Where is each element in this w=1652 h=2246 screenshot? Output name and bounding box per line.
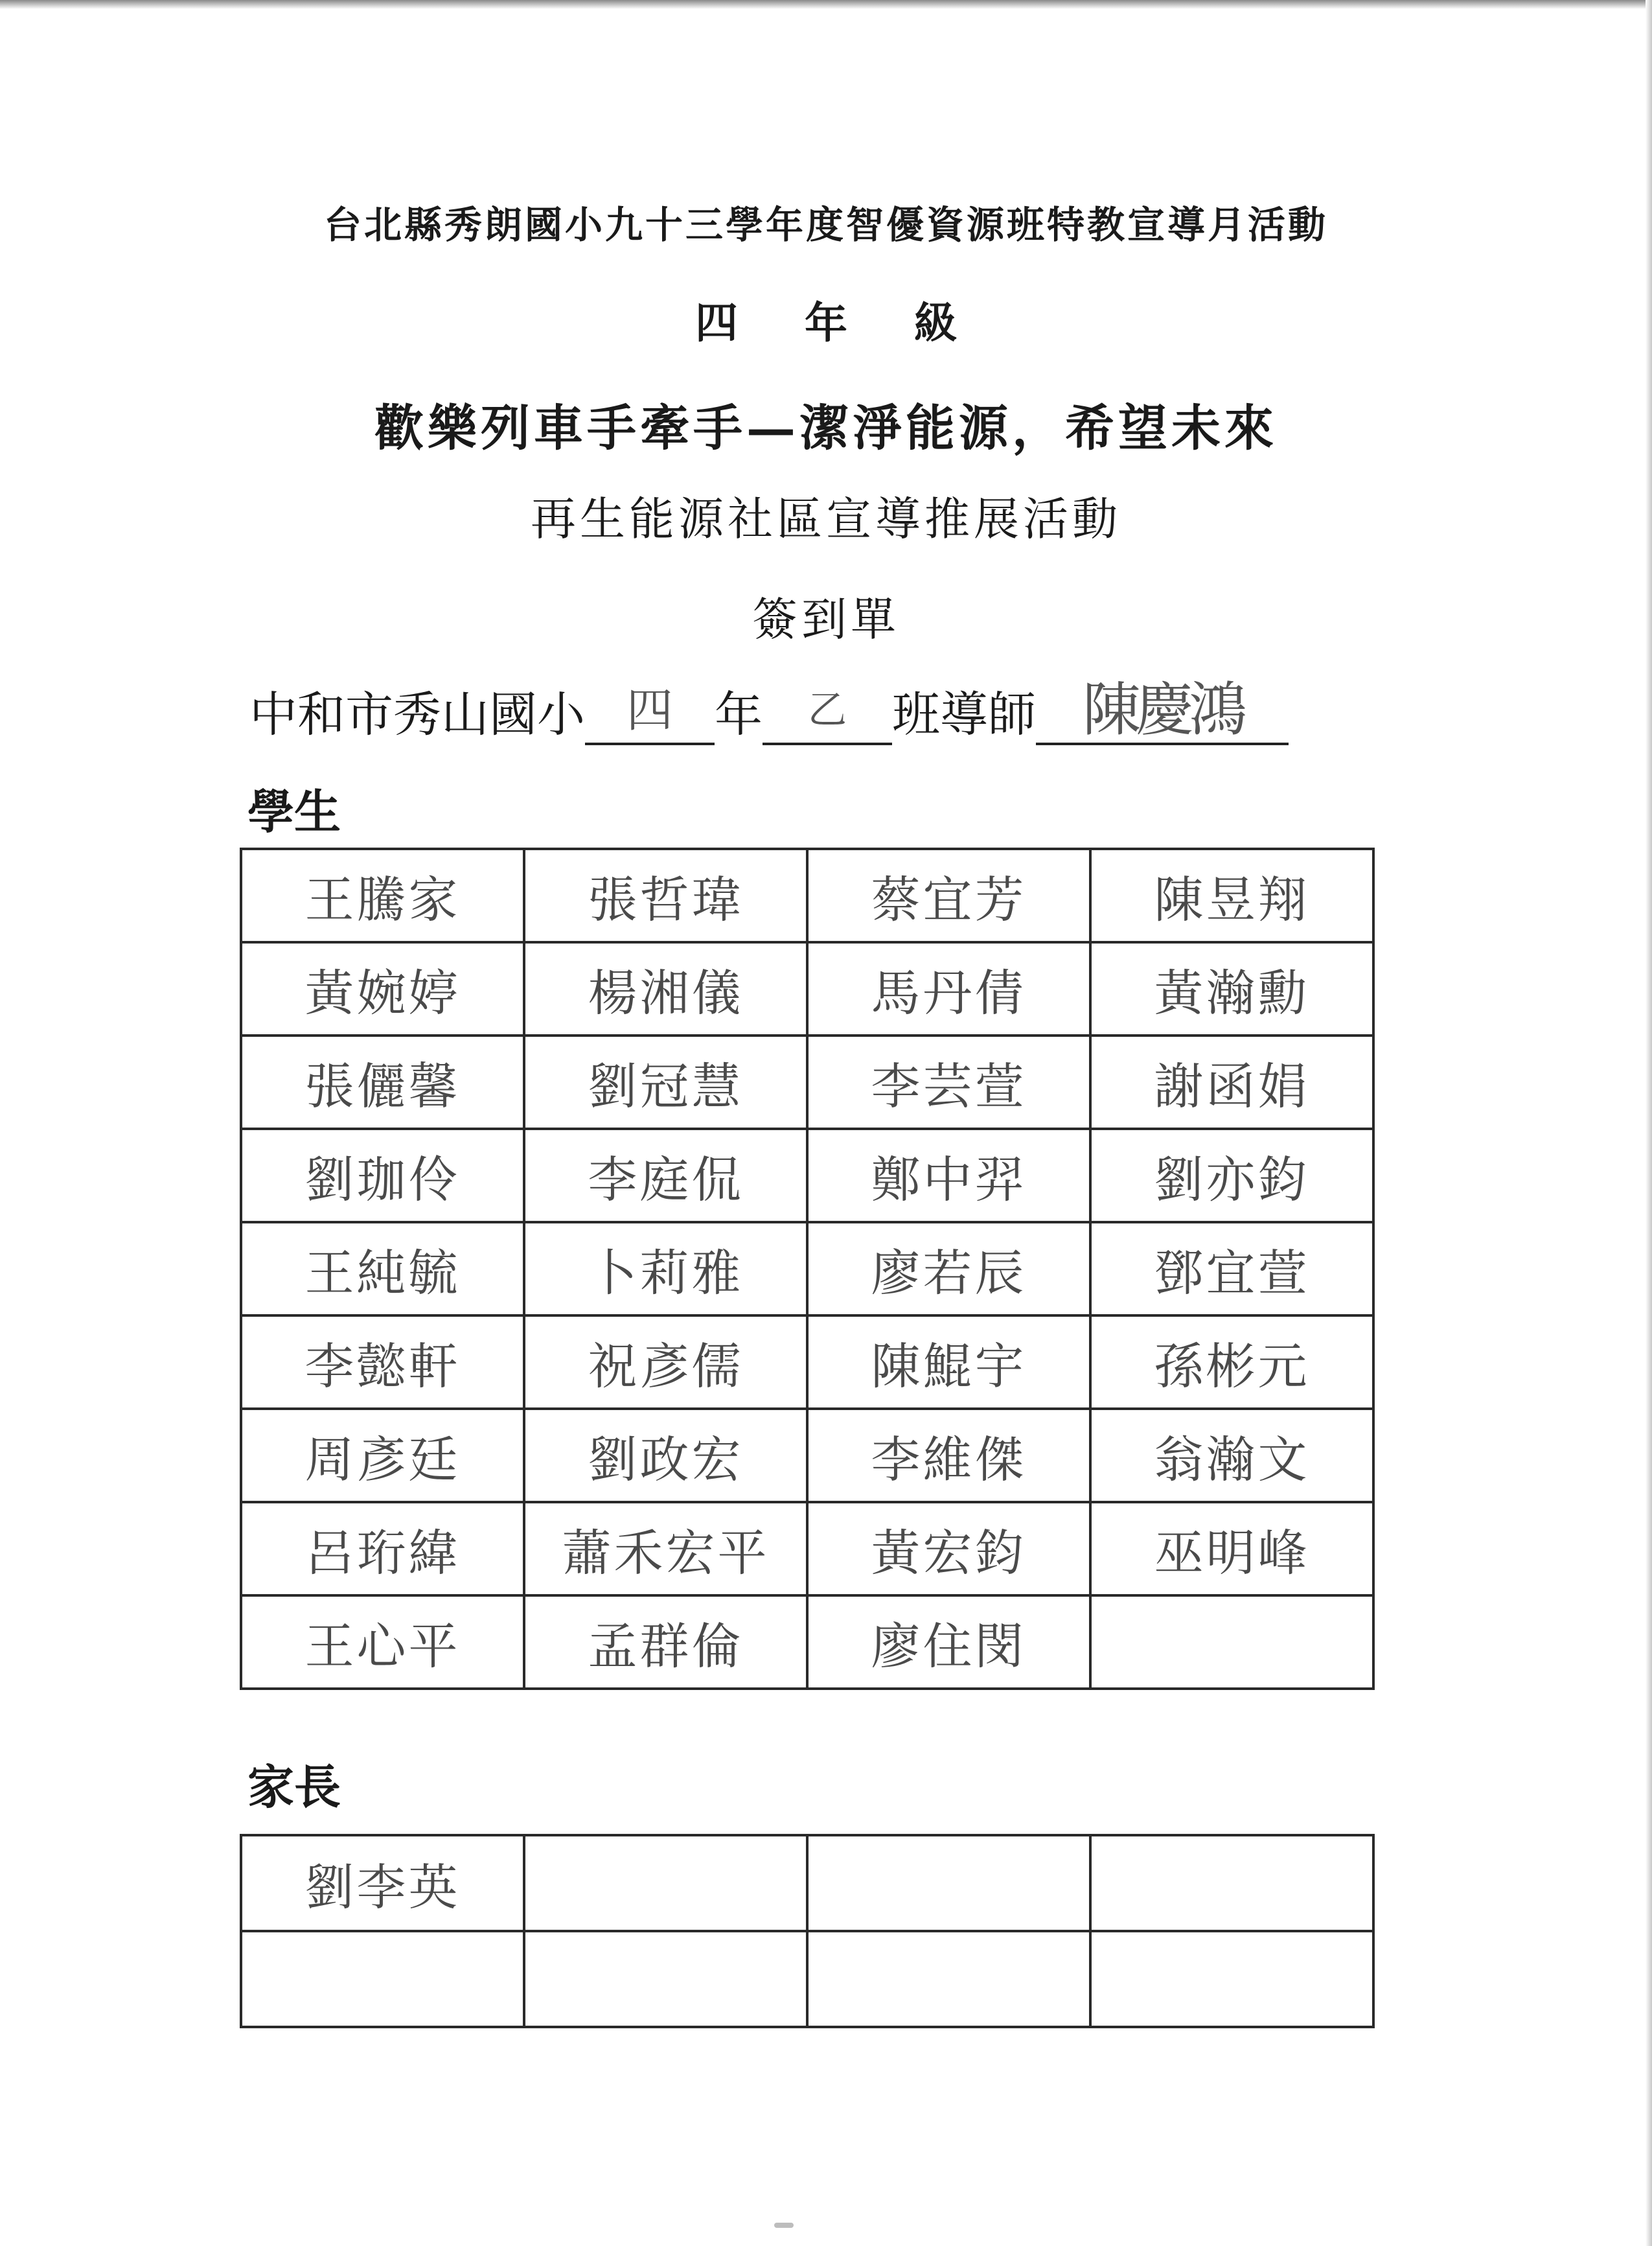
- parent-signature-cell[interactable]: [524, 1835, 807, 1931]
- student-signature-cell[interactable]: 廖若辰: [807, 1222, 1090, 1315]
- parent-signature-cell[interactable]: 劉李英: [241, 1835, 524, 1931]
- student-signature-cell[interactable]: 蔡宜芳: [807, 849, 1090, 942]
- sheet-title: 簽到單: [752, 593, 900, 646]
- student-signature-cell[interactable]: 祝彥儒: [524, 1315, 807, 1409]
- student-signature-cell[interactable]: 黃婉婷: [241, 942, 524, 1036]
- student-signature-cell[interactable]: 蕭禾宏平: [524, 1502, 807, 1595]
- table-row: [241, 1502, 1373, 1595]
- table-row: [241, 1315, 1373, 1409]
- table-row: [241, 1931, 1373, 2027]
- student-signature-cell[interactable]: 孟群倫: [524, 1595, 807, 1689]
- student-signature-cell[interactable]: 劉亦鈞: [1090, 1129, 1373, 1222]
- school-name: 中和市秀山國小: [249, 687, 585, 743]
- grade-suffix: 年: [715, 687, 763, 743]
- table-row: [241, 1595, 1373, 1689]
- parent-signature-cell[interactable]: [1090, 1931, 1373, 2027]
- student-signature-cell[interactable]: 呂珩緯: [241, 1502, 524, 1595]
- student-signature-cell[interactable]: 王騰家: [241, 849, 524, 942]
- table-row: [241, 1409, 1373, 1502]
- parent-signature-cell[interactable]: [241, 1931, 524, 2027]
- class-info-line: [249, 674, 1289, 745]
- students-label: 學生: [247, 784, 341, 839]
- student-signature-cell[interactable]: 李維傑: [807, 1409, 1090, 1502]
- student-signature-cell[interactable]: 翁瀚文: [1090, 1409, 1373, 1502]
- table-row: [241, 1835, 1373, 1931]
- student-signature-cell[interactable]: 巫明峰: [1090, 1502, 1373, 1595]
- activity-title: 再生能源社區宣導推展活動: [531, 492, 1121, 546]
- student-signature-cell[interactable]: 馬丹倩: [807, 942, 1090, 1036]
- student-signature-cell[interactable]: 劉珈伶: [241, 1129, 524, 1222]
- student-signature-cell[interactable]: 廖住閔: [807, 1595, 1090, 1689]
- class-field[interactable]: 乙: [763, 678, 892, 745]
- student-signature-cell[interactable]: 王心平: [241, 1595, 524, 1689]
- table-row: [241, 1036, 1373, 1129]
- parent-signature-cell[interactable]: [807, 1931, 1090, 2027]
- student-signature-cell[interactable]: 鄭中羿: [807, 1129, 1090, 1222]
- student-signature-cell[interactable]: 卜莉雅: [524, 1222, 807, 1315]
- student-signature-cell[interactable]: 李庭侃: [524, 1129, 807, 1222]
- student-signature-cell[interactable]: 黃瀚勳: [1090, 942, 1373, 1036]
- student-signature-cell[interactable]: 鄧宜萱: [1090, 1222, 1373, 1315]
- grade-heading: 四 年 級: [695, 297, 957, 348]
- student-signature-cell[interactable]: 黃宏鈞: [807, 1502, 1090, 1595]
- student-signature-cell[interactable]: 謝函娟: [1090, 1036, 1373, 1129]
- parent-signature-cell[interactable]: [1090, 1835, 1373, 1931]
- student-signature-cell[interactable]: 張哲瑋: [524, 849, 807, 942]
- table-row: [241, 942, 1373, 1036]
- student-signature-cell[interactable]: 張儷馨: [241, 1036, 524, 1129]
- student-signature-cell[interactable]: 陳鯤宇: [807, 1315, 1090, 1409]
- student-signature-cell[interactable]: 周彥廷: [241, 1409, 524, 1502]
- parent-signature-cell[interactable]: [807, 1835, 1090, 1931]
- parents-label: 家長: [247, 1759, 341, 1814]
- student-signature-cell[interactable]: 劉冠慧: [524, 1036, 807, 1129]
- students-signature-table: [240, 848, 1375, 1690]
- student-signature-cell[interactable]: [1090, 1595, 1373, 1689]
- student-signature-cell[interactable]: 陳昱翔: [1090, 849, 1373, 942]
- scan-edge-top: [0, 0, 1652, 9]
- student-signature-cell[interactable]: 李懿軒: [241, 1315, 524, 1409]
- slogan-title: 歡樂列車手牽手—潔淨能源，希望未來: [374, 399, 1278, 457]
- parents-signature-table: [240, 1834, 1375, 2028]
- grade-field[interactable]: 四: [585, 678, 715, 745]
- student-signature-cell[interactable]: 王純毓: [241, 1222, 524, 1315]
- table-row: [241, 1129, 1373, 1222]
- table-row: [241, 1222, 1373, 1315]
- student-signature-cell[interactable]: 劉政宏: [524, 1409, 807, 1502]
- scan-artifact: [774, 2223, 794, 2228]
- school-event-title: 台北縣秀朗國小九十三學年度智優資源班特教宣導月活動: [323, 203, 1328, 247]
- parent-signature-cell[interactable]: [524, 1931, 807, 2027]
- class-teacher-label: 班導師: [892, 687, 1036, 743]
- table-row: [241, 849, 1373, 942]
- student-signature-cell[interactable]: 李芸萱: [807, 1036, 1090, 1129]
- student-signature-cell[interactable]: 孫彬元: [1090, 1315, 1373, 1409]
- teacher-signature-field[interactable]: 陳慶鴻: [1036, 678, 1289, 745]
- student-signature-cell[interactable]: 楊湘儀: [524, 942, 807, 1036]
